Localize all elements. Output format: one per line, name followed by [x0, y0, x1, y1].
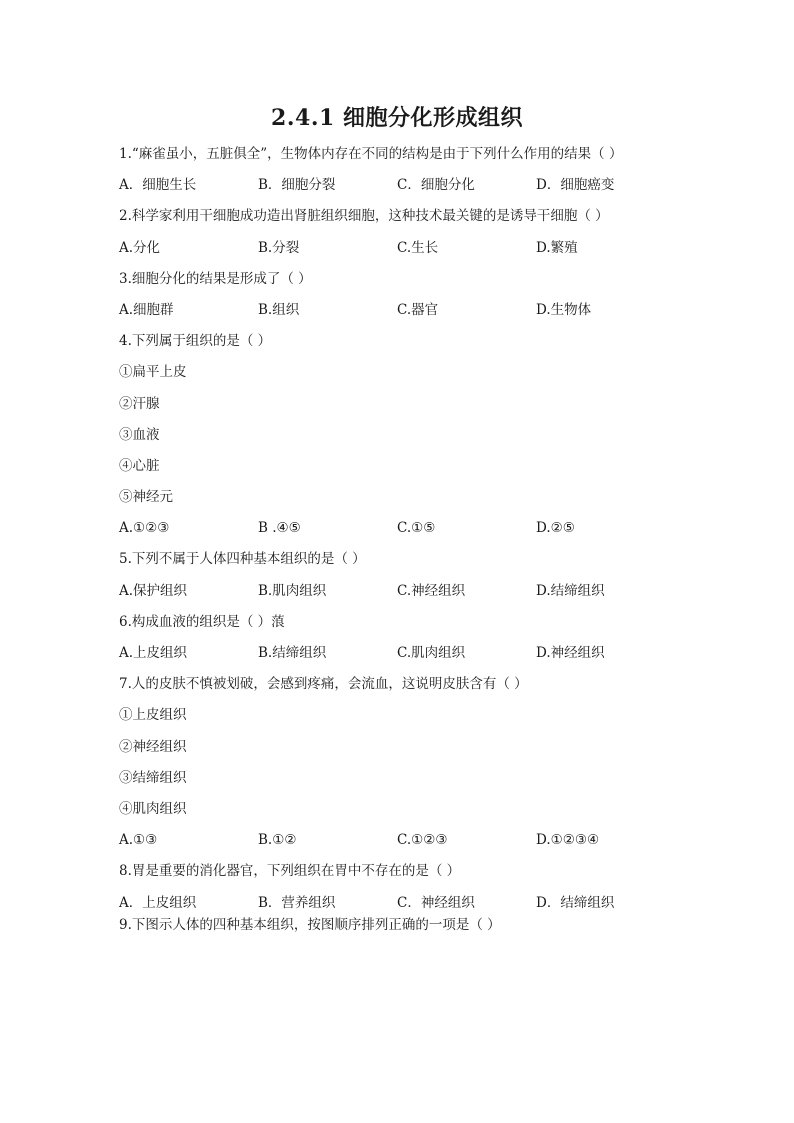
question-4-item: ②汗腺 [119, 395, 160, 412]
question-2-options [119, 237, 679, 268]
option-a[interactable]: A.分化 [119, 239, 161, 256]
question-1-stem: 1.“麻雀虽小，五脏俱全”，生物体内存在不同的结构是由于下列什么作用的结果（ ） [119, 146, 623, 162]
question-4-options [119, 517, 679, 548]
option-c[interactable]: C.器官 [397, 301, 439, 318]
question-4-stem: 4.下列属于组织的是（ ） [119, 333, 272, 350]
option-c[interactable]: C.①②③ [397, 832, 448, 849]
option-a[interactable]: A．细胞生长 [119, 177, 197, 194]
option-b[interactable]: B.①② [258, 832, 297, 849]
question-list [119, 143, 679, 936]
option-c[interactable]: C.①⑤ [397, 520, 436, 537]
question-7-item: ②神经组织 [119, 738, 187, 755]
question-8-stem: 8.胃是重要的消化器官，下列组织在胃中不存在的是（ ） [119, 863, 461, 880]
option-d[interactable]: D.神经组织 [536, 645, 605, 661]
option-b[interactable]: B.结缔组织 [258, 645, 327, 661]
question-5-options [119, 580, 679, 611]
question-7-stem: 7.人的皮肤不慎被划破，会感到疼痛，会流血，这说明皮肤含有（ ） [119, 676, 528, 693]
option-c[interactable]: C．细胞分化 [397, 177, 475, 194]
question-7-item: ④肌肉组织 [119, 800, 187, 817]
question-3-options [119, 299, 679, 330]
question-3-stem: 3.细胞分化的结果是形成了（ ） [119, 270, 312, 287]
option-a[interactable]: A.①②③ [119, 520, 170, 537]
option-c[interactable]: C.肌肉组织 [397, 645, 466, 661]
option-a[interactable]: A．上皮组织 [119, 894, 197, 911]
option-d[interactable]: D.②⑤ [536, 520, 575, 537]
option-a[interactable]: A.①③ [119, 832, 158, 849]
option-a[interactable]: A.细胞群 [119, 301, 174, 318]
option-c[interactable]: C．神经组织 [397, 894, 475, 911]
question-7-item: ①上皮组织 [119, 707, 187, 724]
option-c[interactable]: C.神经组织 [397, 582, 466, 599]
question-5-stem: 5.下列不属于人体四种基本组织的是（ ） [119, 551, 366, 568]
option-a[interactable]: A.上皮组织 [119, 645, 188, 661]
option-d[interactable]: D．结缔组织 [536, 894, 615, 911]
option-b[interactable]: B.肌肉组织 [258, 582, 327, 599]
page-title: 2.4.1 细胞分化形成组织 [271, 105, 523, 131]
question-6-stem: 6.构成血液的组织是（ ）蒗 [119, 613, 285, 630]
option-c[interactable]: C.生长 [397, 239, 439, 256]
option-d[interactable]: D.①②③④ [536, 832, 600, 849]
option-d[interactable]: D．细胞癌变 [536, 177, 615, 194]
question-7-options [119, 829, 679, 860]
option-d[interactable]: D.生物体 [536, 301, 592, 318]
option-b[interactable]: B．细胞分裂 [258, 177, 336, 194]
option-b[interactable]: B.组织 [258, 301, 300, 318]
question-1-options [119, 174, 679, 205]
question-9-stem: 9.下图示人体的四种基本组织，按图顺序排列正确的一项是（ ） [119, 916, 501, 933]
question-6-options [119, 642, 679, 673]
question-4-item: ①扁平上皮 [119, 364, 187, 381]
option-a[interactable]: A.保护组织 [119, 582, 188, 599]
question-8-options [119, 892, 679, 914]
question-7-item: ③结缔组织 [119, 769, 187, 786]
question-4-item: ⑤神经元 [119, 489, 173, 506]
option-b[interactable]: B.分裂 [258, 239, 300, 256]
question-4-item: ③血液 [119, 426, 160, 443]
option-b[interactable]: B .④⑤ [258, 520, 301, 537]
option-d[interactable]: D.繁殖 [536, 239, 578, 256]
question-2-stem: 2.科学家利用干细胞成功造出肾脏组织细胞，这种技术最关键的是诱导干细胞（ ） [119, 208, 609, 225]
question-4-item: ④心脏 [119, 457, 160, 474]
option-b[interactable]: B．营养组织 [258, 894, 336, 911]
option-d[interactable]: D.结缔组织 [536, 582, 605, 599]
